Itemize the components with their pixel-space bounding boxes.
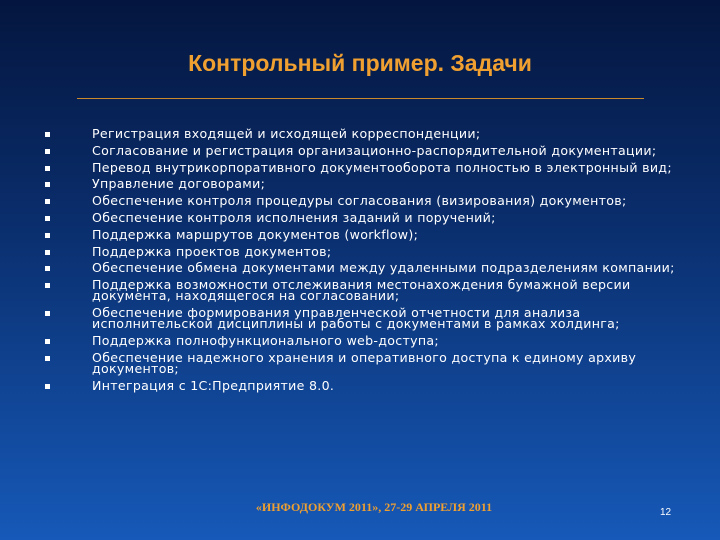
list-item-text: Обеспечение формирования управленческой отчетности для анализа исполнительской дисциплины и работы с документами в рамках холдинга;: [92, 305, 620, 332]
square-bullet-icon: [45, 250, 50, 255]
list-item-text: Обеспечение контроля исполнения заданий и поручений;: [92, 209, 496, 225]
list-item: [45, 305, 685, 332]
square-bullet-icon: [45, 266, 50, 271]
list-item: [45, 277, 685, 304]
square-bullet-icon: [45, 356, 50, 361]
list-item: [45, 333, 685, 349]
square-bullet-icon: [45, 132, 50, 137]
list-item-text: Перевод внутрикорпоративного документооборота полностью в электронный вид;: [92, 159, 672, 175]
list-item: [45, 209, 685, 225]
list-item: [45, 176, 685, 192]
list-item-text: Поддержка проектов документов;: [92, 243, 332, 259]
list-item: [45, 159, 685, 175]
list-item: [45, 226, 685, 242]
list-item: [45, 128, 685, 139]
square-bullet-icon: [45, 311, 50, 316]
list-item: [45, 349, 685, 377]
list-item-text: Обеспечение надежного хранения и оперативного доступа к единому архиву документов;: [92, 349, 637, 377]
title-divider: [77, 98, 644, 99]
square-bullet-icon: [45, 216, 50, 221]
list-item: [45, 142, 685, 158]
list-item-text: Поддержка возможности отслеживания местонахождения бумажной версии документа, находящегося на согласовании;: [92, 277, 631, 304]
list-item-text: Управление договорами;: [92, 176, 266, 192]
list-item: [45, 377, 685, 393]
list-item: [45, 243, 685, 259]
square-bullet-icon: [45, 384, 50, 389]
square-bullet-icon: [45, 233, 50, 238]
page-number: 12: [660, 507, 672, 518]
list-item-text: Обеспечение обмена документами между удаленными подразделениям компании;: [92, 260, 675, 276]
list-item-text: Поддержка полнофункционального web-доступа;: [92, 333, 439, 349]
task-list: [45, 128, 685, 397]
square-bullet-icon: [45, 199, 50, 204]
footer-event-caption: «ИНФОДОКУМ 2011», 27-29 АПРЕЛЯ 2011: [255, 500, 493, 514]
list-item-text: Регистрация входящей и исходящей корреспонденции;: [92, 126, 481, 141]
square-bullet-icon: [45, 339, 50, 344]
square-bullet-icon: [45, 182, 50, 187]
list-item-text: Поддержка маршрутов документов (workflow);: [92, 226, 419, 242]
list-item: [45, 260, 685, 276]
list-item: [45, 193, 685, 209]
square-bullet-icon: [45, 149, 50, 154]
list-item-text: Обеспечение контроля процедуры согласования (визирования) документов;: [92, 193, 627, 209]
square-bullet-icon: [45, 166, 50, 171]
list-item-text: Согласование и регистрация организационно-распорядительной документации;: [92, 142, 657, 158]
square-bullet-icon: [45, 283, 50, 288]
list-item-text: Интеграция с 1С:Предприятие 8.0.: [92, 377, 335, 393]
slide-title: Контрольный пример. Задачи: [188, 50, 532, 76]
